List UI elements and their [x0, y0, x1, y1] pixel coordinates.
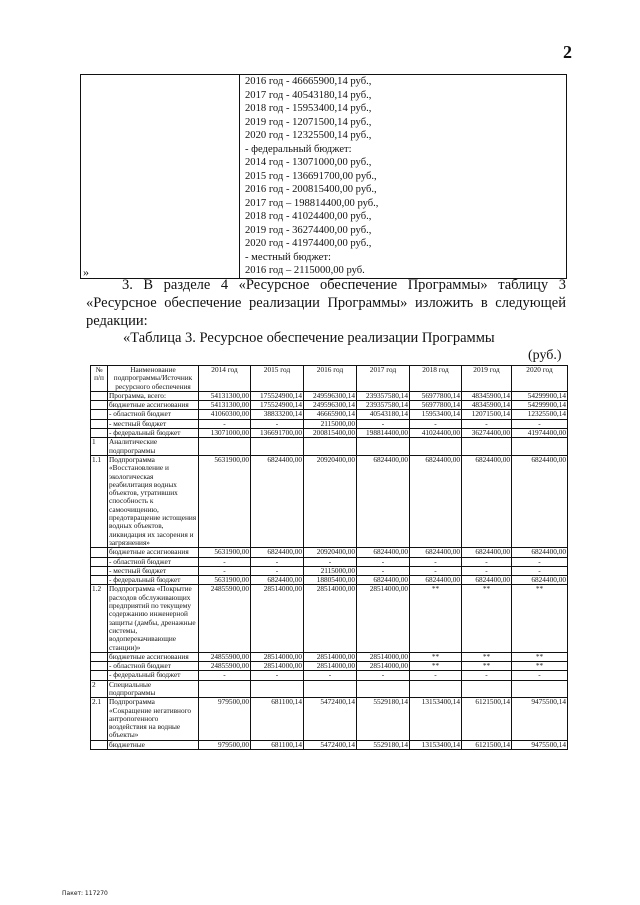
table-cell: бюджетные ассигнования: [108, 401, 199, 410]
table-cell: **: [410, 652, 462, 661]
table-cell: Программа, всего:: [108, 391, 199, 400]
table-row: [91, 548, 568, 557]
table-cell: 54299900,14: [512, 391, 568, 400]
table-row: [91, 438, 568, 456]
table-cell: -: [357, 557, 410, 566]
table-cell: бюджетные: [108, 740, 199, 749]
column-header: 2017 год: [357, 366, 410, 392]
table-cell: 175524900,14: [251, 391, 304, 400]
table-cell: 13071000,00: [199, 429, 251, 438]
table-cell: Подпрограмма «Покрытие расходов обслуживающих предприятий по текущему содержанию инженерной защиты (дамбы, дренажные системы, водоперекачивающие станции)»: [108, 585, 199, 652]
table-cell: **: [512, 585, 568, 652]
table-cell: 48345900,14: [462, 391, 512, 400]
table-cell: [91, 548, 108, 557]
table-cell: -: [410, 671, 462, 680]
table-row: [91, 662, 568, 671]
table-cell: 6824400,00: [462, 548, 512, 557]
table-cell: [91, 566, 108, 575]
table-cell: 6824400,00: [410, 548, 462, 557]
table-cell: 6824400,00: [251, 548, 304, 557]
table-row: [91, 401, 568, 410]
funding-line: 2018 год - 41024400,00 руб.,: [245, 211, 372, 222]
table-cell: - федеральный бюджет: [108, 429, 199, 438]
funding-line: - местный бюджет:: [245, 251, 331, 263]
table-cell: -: [410, 557, 462, 566]
table-cell: -: [462, 557, 512, 566]
table-cell: 5529180,14: [357, 740, 410, 749]
table-cell: 5631900,00: [199, 548, 251, 557]
table-cell: Аналитические подпрограммы: [108, 438, 199, 456]
column-header: 2016 год: [304, 366, 357, 392]
table-cell: 24855900,00: [199, 662, 251, 671]
table-cell: -: [357, 566, 410, 575]
resource-table: [90, 365, 568, 750]
table-cell: 28514000,00: [251, 585, 304, 652]
table-cell: [357, 438, 410, 456]
table-cell: [251, 680, 304, 698]
table-cell: 28514000,00: [304, 585, 357, 652]
table-row: [91, 410, 568, 419]
table-cell: [462, 680, 512, 698]
table-cell: 6824400,00: [251, 576, 304, 585]
table-cell: - областной бюджет: [108, 662, 199, 671]
table-cell: 249596300,14: [304, 391, 357, 400]
table-cell: -: [512, 566, 568, 575]
table-cell: -: [462, 419, 512, 428]
table-row: [91, 576, 568, 585]
table-cell: - федеральный бюджет: [108, 576, 199, 585]
table-row: [91, 652, 568, 661]
funding-line: 2019 год - 12071500,14 руб.,: [245, 116, 372, 128]
table-row: [91, 429, 568, 438]
table-cell: -: [462, 671, 512, 680]
table-cell: 1: [91, 438, 108, 456]
table-row: [91, 671, 568, 680]
table-cell: 175524900,14: [251, 401, 304, 410]
table-cell: -: [357, 419, 410, 428]
table-cell: **: [410, 585, 462, 652]
table-cell: [199, 438, 251, 456]
table-cell: 15953400,14: [410, 410, 462, 419]
table-cell: 6121500,14: [462, 740, 512, 749]
table-cell: 5472400,14: [304, 740, 357, 749]
table-cell: -: [462, 566, 512, 575]
table-cell: 5472400,14: [304, 698, 357, 740]
table-cell: 239357580,14: [357, 391, 410, 400]
table-cell: 41024400,00: [410, 429, 462, 438]
table-cell: 2115000,00: [304, 566, 357, 575]
table-cell: 54131300,00: [199, 391, 251, 400]
table-cell: [91, 401, 108, 410]
table-cell: [91, 740, 108, 749]
funding-line: 2016 год - 200815400,00 руб.,: [245, 184, 377, 195]
table-cell: 5631900,00: [199, 455, 251, 547]
column-header: 2020 год: [512, 366, 568, 392]
table-cell: [91, 662, 108, 671]
table-cell: -: [304, 671, 357, 680]
table-cell: 2115000,00: [304, 419, 357, 428]
table-cell: 28514000,00: [304, 662, 357, 671]
column-header: № п/п: [91, 366, 108, 392]
table-cell: 24855900,00: [199, 585, 251, 652]
table-cell: 18805400,00: [304, 576, 357, 585]
table-cell: 681100,14: [251, 740, 304, 749]
table-cell: 41974400,00: [512, 429, 568, 438]
table-row: [91, 680, 568, 698]
table-cell: - областной бюджет: [108, 557, 199, 566]
table-cell: 24855900,00: [199, 652, 251, 661]
table-cell: 6121500,14: [462, 698, 512, 740]
funding-line: 2017 год – 198814400,00 руб.,: [245, 197, 379, 209]
closing-quote: »: [83, 265, 89, 279]
table-cell: [91, 576, 108, 585]
table-cell: 2: [91, 680, 108, 698]
table-cell: 36274400,00: [462, 429, 512, 438]
table-cell: 979500,00: [199, 698, 251, 740]
table-cell: -: [251, 566, 304, 575]
table-cell: 1.1: [91, 455, 108, 547]
table-cell: Специальные подпрограммы: [108, 680, 199, 698]
table-cell: Подпрограмма «Сокращение негативного антропогенного воздействия на водные объекты»: [108, 698, 199, 740]
funding-line: 2020 год - 41974400,00 руб.,: [245, 238, 372, 249]
table-cell: **: [462, 662, 512, 671]
table-cell: 12071500,14: [462, 410, 512, 419]
funding-line: 2015 год - 136691700,00 руб.,: [245, 170, 377, 182]
table-cell: [512, 680, 568, 698]
table-cell: 20920400,00: [304, 548, 357, 557]
table-cell: бюджетные ассигнования: [108, 548, 199, 557]
column-header: 2014 год: [199, 366, 251, 392]
table-cell: 28514000,00: [251, 652, 304, 661]
table-cell: **: [462, 585, 512, 652]
table-cell: -: [512, 557, 568, 566]
table-cell: 9475500,14: [512, 740, 568, 749]
funding-line: 2016 год - 46665900,14 руб.,: [245, 76, 372, 87]
table-cell: [304, 438, 357, 456]
table-cell: -: [357, 671, 410, 680]
table-cell: -: [199, 419, 251, 428]
table-cell: [304, 680, 357, 698]
table-cell: [251, 438, 304, 456]
table-cell: [91, 557, 108, 566]
table-row: [91, 740, 568, 749]
table-cell: 681100,14: [251, 698, 304, 740]
table-cell: [91, 652, 108, 661]
table-cell: 56977800,14: [410, 391, 462, 400]
table-cell: бюджетные ассигнования: [108, 652, 199, 661]
funding-line: - федеральный бюджет:: [245, 143, 352, 155]
table-cell: - местный бюджет: [108, 419, 199, 428]
table-cell: 28514000,00: [251, 662, 304, 671]
table-cell: 249596300,14: [304, 401, 357, 410]
table-cell: 2.1: [91, 698, 108, 740]
table-cell: -: [410, 566, 462, 575]
table-cell: 6824400,00: [410, 576, 462, 585]
table-cell: 979500,00: [199, 740, 251, 749]
table-cell: 6824400,00: [357, 455, 410, 547]
table-cell: 6824400,00: [410, 455, 462, 547]
table-cell: 200815400,00: [304, 429, 357, 438]
table-cell: -: [199, 557, 251, 566]
table-cell: [462, 438, 512, 456]
table-cell: 6824400,00: [512, 548, 568, 557]
table-cell: 28514000,00: [304, 652, 357, 661]
table-cell: 6824400,00: [251, 455, 304, 547]
table-cell: [91, 419, 108, 428]
table-cell: - местный бюджет: [108, 566, 199, 575]
table-cell: 13153400,14: [410, 740, 462, 749]
table-cell: 20920400,00: [304, 455, 357, 547]
table-cell: 136691700,00: [251, 429, 304, 438]
table-cell: 239357580,14: [357, 401, 410, 410]
table-cell: 198814400,00: [357, 429, 410, 438]
table-cell: 54299900,14: [512, 401, 568, 410]
table-cell: -: [199, 566, 251, 575]
footer-code: Пакет: 117270: [62, 890, 108, 897]
table-cell: 6824400,00: [462, 576, 512, 585]
currency-unit: (руб.): [528, 348, 562, 363]
table-row: [91, 419, 568, 428]
funding-line: 2019 год - 36274400,00 руб.,: [245, 224, 372, 236]
table-cell: [357, 680, 410, 698]
table-cell: 6824400,00: [357, 576, 410, 585]
column-header: 2015 год: [251, 366, 304, 392]
table-row: [91, 566, 568, 575]
table-cell: **: [512, 652, 568, 661]
table-cell: -: [512, 419, 568, 428]
funding-line: 2014 год - 13071000,00 руб.,: [245, 157, 372, 168]
table-cell: 38833200,14: [251, 410, 304, 419]
table-cell: **: [462, 652, 512, 661]
funding-line: 2020 год - 12325500,14 руб.,: [245, 130, 372, 141]
column-header: Наименование подпрограммы/Источник ресурсного обеспечения: [108, 366, 199, 392]
table-cell: 6824400,00: [462, 455, 512, 547]
table-row: [91, 455, 568, 547]
column-header: 2018 год: [410, 366, 462, 392]
table-cell: -: [251, 671, 304, 680]
table-cell: 9475500,14: [512, 698, 568, 740]
table-cell: 1.2: [91, 585, 108, 652]
table-cell: [199, 680, 251, 698]
table-cell: **: [512, 662, 568, 671]
table-cell: Подпрограмма «Восстановление и экологическая реабилитация водных объектов, утративших способность к самоочищению, предотвращение истощения водных объектов, ликвидация их засорения и загрязнения»: [108, 455, 199, 547]
table-cell: 46665900,14: [304, 410, 357, 419]
table-cell: **: [410, 662, 462, 671]
table-cell: [91, 410, 108, 419]
table-cell: [91, 391, 108, 400]
table-cell: 28514000,00: [357, 662, 410, 671]
funding-line: 2016 год – 2115000,00 руб.: [245, 265, 365, 276]
table-cell: [410, 680, 462, 698]
table-cell: -: [410, 419, 462, 428]
table-cell: 6824400,00: [512, 576, 568, 585]
table-row: [91, 585, 568, 652]
amendment-paragraph: [86, 276, 566, 330]
table-cell: 13153400,14: [410, 698, 462, 740]
funding-line: 2017 год - 40543180,14 руб.,: [245, 89, 372, 101]
amendment-text: 3. В разделе 4 «Ресурсное обеспечение Программы» таблицу 3 «Ресурсное обеспечение реализации Программы» изложить в следующей редакции:: [86, 277, 566, 329]
table-cell: - федеральный бюджет: [108, 671, 199, 680]
table-cell: 28514000,00: [357, 652, 410, 661]
table-cell: 28514000,00: [357, 585, 410, 652]
table-cell: -: [304, 557, 357, 566]
previous-table-fragment: [80, 74, 567, 279]
table-cell: [410, 438, 462, 456]
table-cell: 5631900,00: [199, 576, 251, 585]
table-cell: 6824400,00: [357, 548, 410, 557]
empty-left-cell: [81, 75, 240, 279]
table-cell: - областной бюджет: [108, 410, 199, 419]
column-header: 2019 год: [462, 366, 512, 392]
table-cell: 40543180,14: [357, 410, 410, 419]
page-number: 2: [563, 42, 572, 62]
table-row: [91, 391, 568, 400]
table-row: [91, 557, 568, 566]
table-cell: [91, 429, 108, 438]
table-cell: -: [512, 671, 568, 680]
funding-lines-cell: [240, 75, 567, 279]
funding-line: 2018 год - 15953400,14 руб.,: [245, 103, 372, 114]
table-cell: 56977800,14: [410, 401, 462, 410]
table-cell: 6824400,00: [512, 455, 568, 547]
table-cell: [512, 438, 568, 456]
table-cell: -: [199, 671, 251, 680]
table-caption: «Таблица 3. Ресурсное обеспечение реализации Программы: [123, 330, 495, 346]
table-cell: 12325500,14: [512, 410, 568, 419]
table-cell: -: [251, 557, 304, 566]
table-header-row: [91, 366, 568, 392]
table-cell: -: [251, 419, 304, 428]
table-row: [91, 698, 568, 740]
table-cell: 54131300,00: [199, 401, 251, 410]
table-cell: 41060300,00: [199, 410, 251, 419]
table-cell: 48345900,14: [462, 401, 512, 410]
table-cell: [91, 671, 108, 680]
table-cell: 5529180,14: [357, 698, 410, 740]
